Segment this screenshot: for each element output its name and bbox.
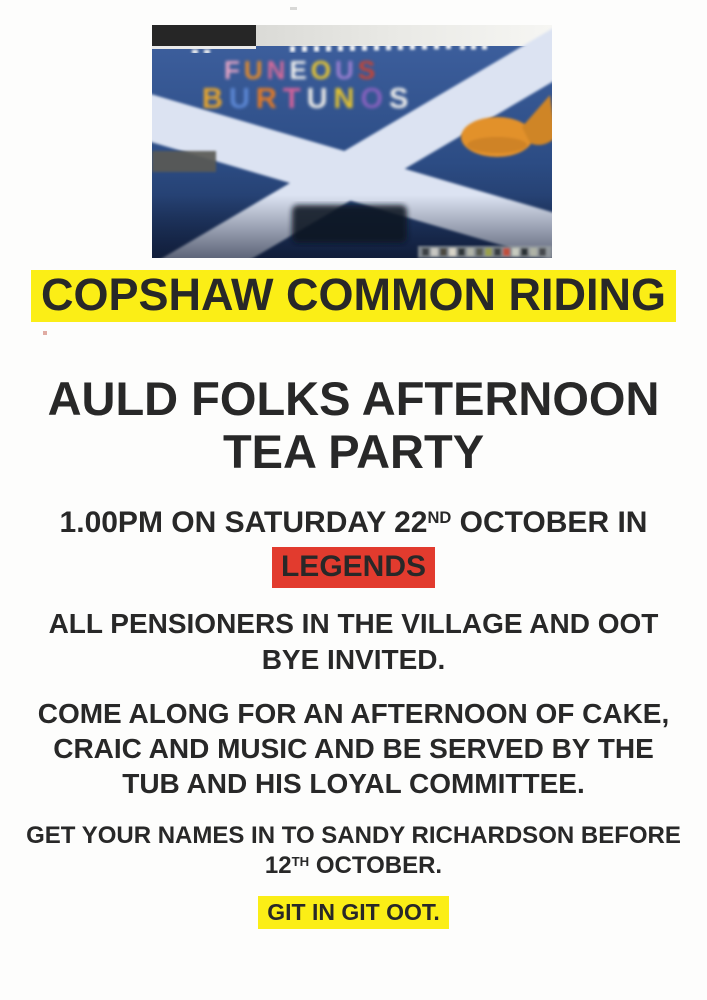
fridge-letters-row1: F U N E O U S <box>224 55 380 85</box>
when-block <box>0 503 707 588</box>
scan-speck <box>43 331 47 335</box>
venue-highlight: LEGENDS <box>272 547 435 588</box>
names-line-1: GET YOUR NAMES IN TO SANDY RICHARDSON BEFORE <box>26 822 681 849</box>
grey-label-patch <box>152 151 216 172</box>
venue-line <box>0 547 707 588</box>
ordinal-th: TH <box>291 853 310 869</box>
footer-block <box>0 896 707 929</box>
scan-speck <box>290 7 297 10</box>
when-line: 1.00PM ON SATURDAY 22ND OCTOBER IN <box>59 506 648 539</box>
details-block <box>0 696 707 801</box>
invite-block <box>0 606 707 678</box>
saltire-flag-photo <box>152 25 552 258</box>
page-title: COPSHAW COMMON RIDING <box>31 270 676 322</box>
heading-line-2: TEA PARTY <box>222 425 485 478</box>
ordinal-nd: ND <box>427 508 452 527</box>
names-line-2: 12TH OCTOBER. <box>264 852 443 879</box>
fridge-letters-row2: B U R T U N O S <box>202 83 415 115</box>
details-line-1: COME ALONG FOR AN AFTERNOON OF CAKE, <box>37 698 670 729</box>
title-block <box>0 270 707 322</box>
invite-line-1: ALL PENSIONERS IN THE VILLAGE AND OOT <box>48 608 659 639</box>
names-block <box>0 821 707 884</box>
heading-line-1: AULD FOLKS AFTERNOON <box>47 372 660 425</box>
footer-slogan: GIT IN GIT OOT. <box>258 896 449 929</box>
invite-line-2: BYE INVITED. <box>261 644 446 675</box>
dark-bar <box>152 25 256 47</box>
details-line-3: TUB AND HIS LOYAL COMMITTEE. <box>122 768 585 799</box>
bottom-right-strip <box>418 246 552 258</box>
dark-blob <box>292 205 407 243</box>
heading-block <box>0 372 707 478</box>
details-line-2: CRAIC AND MUSIC AND BE SERVED BY THE <box>53 733 654 764</box>
dark-bar-edge <box>152 46 256 49</box>
